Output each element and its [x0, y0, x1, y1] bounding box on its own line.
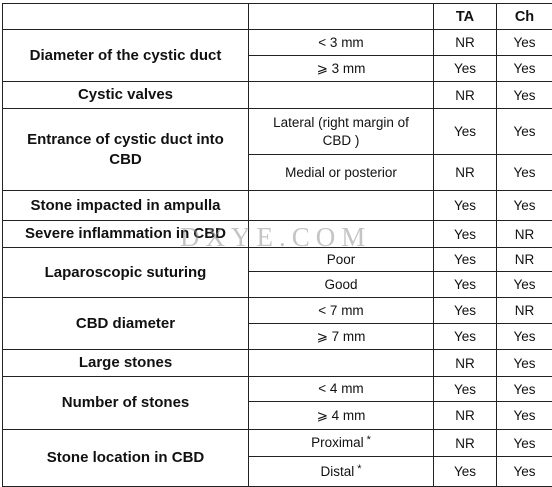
ta-cell: NR [434, 82, 497, 109]
ch-cell: Yes [497, 402, 552, 430]
ch-cell: Yes [497, 324, 552, 350]
ta-cell: Yes [434, 272, 497, 298]
condition-cell [249, 191, 434, 221]
factor-cell: Stone impacted in ampulla [3, 191, 249, 221]
table-header-row [3, 4, 552, 30]
factor-cell: Diameter of the cystic duct [3, 30, 249, 82]
ta-cell: NR [434, 350, 497, 377]
watermark: DXYE.COM [180, 222, 371, 253]
condition-cell [249, 350, 434, 377]
ta-cell: Yes [434, 324, 497, 350]
factor-cell: Number of stones [3, 377, 249, 430]
ch-cell: NR [497, 298, 552, 324]
header-factor [3, 4, 249, 30]
ch-cell: Yes [497, 109, 552, 155]
ch-cell: Yes [497, 377, 552, 402]
ta-cell: NR [434, 430, 497, 457]
condition-cell: Lateral (right margin of CBD ) [249, 109, 434, 155]
table-row [3, 191, 552, 221]
ta-cell: Yes [434, 377, 497, 402]
condition-cell [249, 82, 434, 109]
footnote-mark: * [357, 463, 361, 475]
condition-cell: Medial or posterior [249, 155, 434, 191]
condition-cell [249, 430, 434, 457]
ta-cell: NR [434, 155, 497, 191]
ch-cell: Yes [497, 155, 552, 191]
condition-cell: Poor [249, 248, 434, 272]
ta-cell: Yes [434, 191, 497, 221]
table-row [3, 298, 552, 324]
header-ta: TA [434, 4, 497, 30]
ch-cell: Yes [497, 457, 552, 487]
factor-cell: Entrance of cystic duct into CBD [3, 109, 249, 191]
header-condition [249, 4, 434, 30]
ta-cell: Yes [434, 221, 497, 248]
table-row [3, 430, 552, 457]
ch-cell: Yes [497, 350, 552, 377]
ta-cell: Yes [434, 109, 497, 155]
ch-cell: Yes [497, 30, 552, 56]
factor-cell: Laparoscopic suturing [3, 248, 249, 298]
ta-cell: Yes [434, 56, 497, 82]
factor-cell: Stone location in CBD [3, 430, 249, 487]
header-ch: Ch [497, 4, 552, 30]
condition-text: Distal [320, 464, 354, 479]
ta-cell: NR [434, 30, 497, 56]
condition-cell [249, 221, 434, 248]
condition-cell: ⩾ 7 mm [249, 324, 434, 350]
ch-cell: NR [497, 221, 552, 248]
condition-cell: Good [249, 272, 434, 298]
table-row [3, 221, 552, 248]
condition-cell: ⩾ 3 mm [249, 56, 434, 82]
ta-cell: Yes [434, 248, 497, 272]
table-row [3, 82, 552, 109]
ta-cell: NR [434, 402, 497, 430]
condition-cell: < 7 mm [249, 298, 434, 324]
ch-cell: Yes [497, 272, 552, 298]
ch-cell: NR [497, 248, 552, 272]
table-row [3, 350, 552, 377]
ch-cell: Yes [497, 82, 552, 109]
condition-cell: < 4 mm [249, 377, 434, 402]
factor-cell: CBD diameter [3, 298, 249, 350]
ta-cell: Yes [434, 298, 497, 324]
ch-cell: Yes [497, 56, 552, 82]
table-row [3, 248, 552, 272]
footnote-mark: * [367, 434, 371, 446]
condition-cell: < 3 mm [249, 30, 434, 56]
comparison-table [2, 3, 552, 487]
ch-cell: Yes [497, 430, 552, 457]
table-row [3, 109, 552, 155]
condition-text: Proximal [311, 435, 364, 450]
factor-cell: Large stones [3, 350, 249, 377]
ch-cell: Yes [497, 191, 552, 221]
factor-cell: Cystic valves [3, 82, 249, 109]
factor-cell: Severe inflammation in CBD [3, 221, 249, 248]
table-row [3, 30, 552, 56]
table-row [3, 377, 552, 402]
ta-cell: Yes [434, 457, 497, 487]
condition-cell: ⩾ 4 mm [249, 402, 434, 430]
